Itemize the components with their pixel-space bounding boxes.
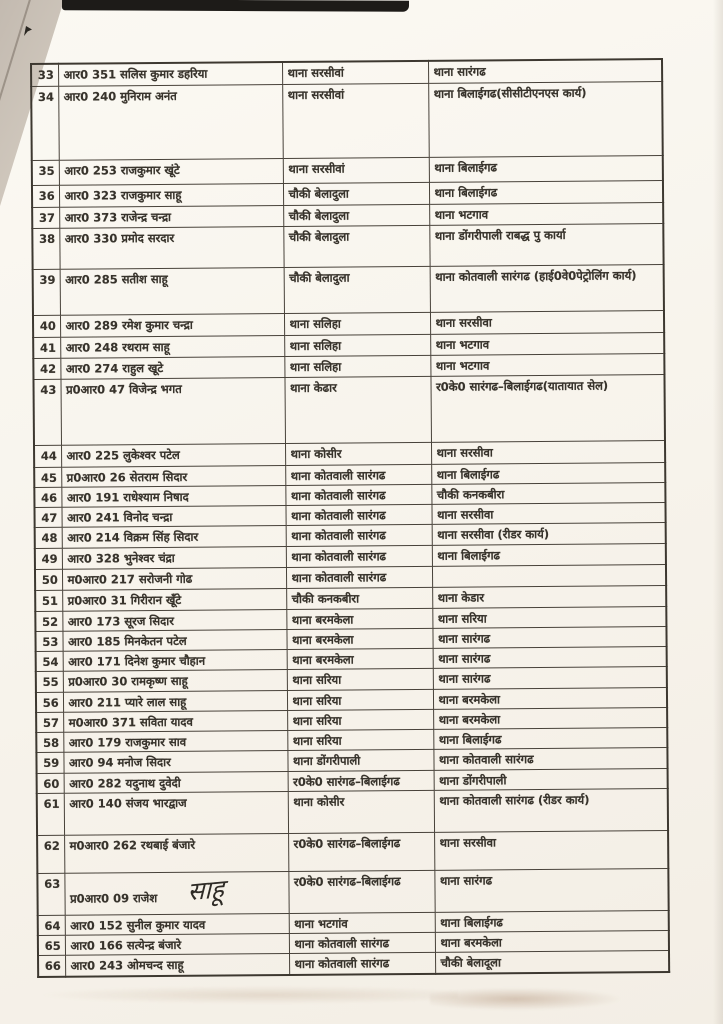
row-name: आर0 330 प्रमोद सरदार xyxy=(59,226,283,269)
row-current-posting: थाना कोसीर xyxy=(288,790,434,833)
row-name: म0आर0 262 रथबाई बंजारे xyxy=(64,833,288,873)
row-current-posting: थाना सरसीवां xyxy=(283,157,429,183)
row-new-posting: थाना बिलाईगढ xyxy=(435,910,669,932)
row-new-posting: थाना सारंगढ xyxy=(428,59,662,83)
row-current-posting: थाना कोतवाली सारंगढ xyxy=(289,953,435,975)
row-name: आर0 191 राधेश्याम निषाद xyxy=(61,485,285,507)
row-serial: 36 xyxy=(32,185,59,207)
row-new-posting: थाना भटगाव xyxy=(429,202,663,225)
row-name: प्र0आर0 47 विजेन्द्र भगत xyxy=(60,377,285,445)
table-row xyxy=(33,264,664,315)
row-name: आर0 323 राजकुमार साहू xyxy=(59,183,283,207)
row-name: आर0 240 मुनिराम अनंत xyxy=(58,84,283,160)
smudge xyxy=(430,988,620,1010)
scan-artifact-bar xyxy=(62,0,409,12)
row-name: प्र0आर0 26 सेतराम सिदार xyxy=(61,465,285,487)
row-name: प्र0आर0 31 गिरीरान खूँटे xyxy=(62,589,286,611)
row-serial: 49 xyxy=(35,549,62,570)
row-name: आर0 328 भुनेश्वर चंद्रा xyxy=(62,547,286,570)
row-name: आर0 211 प्यारे लाल साहू xyxy=(63,690,287,712)
row-current-posting: थाना सरसीवां xyxy=(282,83,429,158)
row-current-posting: थाना कोतवाली सारंगढ xyxy=(285,464,431,485)
table-row xyxy=(31,81,663,160)
row-current-posting: थाना कोतवाली सारंगढ xyxy=(286,567,432,589)
row-current-posting: र0के0 सारंगढ–बिलाईगढ xyxy=(288,770,434,791)
row-current-posting: चौकी बेलादुला xyxy=(283,204,429,226)
row-new-posting: थाना बिलाईगढ xyxy=(431,462,665,484)
row-new-posting: थाना बिलाईगढ xyxy=(429,180,663,204)
row-name: आर0 289 रमेश कुमार चन्द्रा xyxy=(60,313,284,337)
table-row xyxy=(33,374,664,445)
row-new-posting: थाना बिलाईगढ(सीसीटीएनएस कार्य) xyxy=(428,81,663,157)
row-current-posting: थाना कोसीर xyxy=(285,442,431,465)
row-new-posting: थाना सारंगढ xyxy=(433,647,667,669)
handwritten-note: साहू xyxy=(187,873,224,907)
row-serial: 54 xyxy=(36,651,63,671)
row-serial: 64 xyxy=(38,915,65,935)
row-serial: 61 xyxy=(37,793,64,835)
row-serial: 59 xyxy=(36,753,63,773)
row-new-posting: थाना बरमकेला xyxy=(433,707,667,729)
row-serial: 52 xyxy=(35,611,62,631)
row-current-posting: थाना सलिहा xyxy=(284,334,430,356)
row-current-posting: थाना सरिया xyxy=(287,669,433,690)
row-name: आर0 140 संजय भारद्वाज xyxy=(64,791,288,835)
row-new-posting: थाना कोतवाली सारंगढ (रीडर कार्य) xyxy=(434,788,668,832)
row-new-posting: थाना कोतवाली सारंगढ (हाई0वे0पेट्रोलिंग कार्य) xyxy=(430,264,664,312)
row-current-posting: थाना बरमकेला xyxy=(286,608,432,629)
row-serial: 38 xyxy=(32,228,59,269)
row-current-posting: चौकी कनकबीरा xyxy=(286,588,432,609)
row-serial: 50 xyxy=(35,570,62,591)
table-row xyxy=(32,223,663,269)
row-new-posting: थाना भटगाव xyxy=(430,353,664,376)
row-name: आर0 248 रथराम साहू xyxy=(60,335,284,358)
row-serial: 46 xyxy=(34,487,61,507)
row-name: प्र0आर0 30 रामकृष्ण साहू xyxy=(63,670,287,692)
row-name: आर0 179 राजकुमार साव xyxy=(63,731,287,753)
row-new-posting: थाना बिलाईगढ xyxy=(429,155,663,182)
table-row xyxy=(37,788,668,835)
row-current-posting: थाना सलिहा xyxy=(284,312,430,335)
row-name: आर0 171 दिनेश कुमार चौहान xyxy=(63,650,287,672)
row-serial: 60 xyxy=(37,773,64,793)
row-name: आर0 166 सत्येन्द्र बंजारे xyxy=(65,933,289,955)
row-name: म0आर0 217 सरोजनी गोढ xyxy=(62,568,286,591)
row-current-posting: र0के0 सारंगढ–बिलाईगढ xyxy=(288,832,434,871)
smudge xyxy=(38,986,458,1004)
row-serial: 58 xyxy=(36,732,63,752)
row-new-posting: थाना सरसीवा xyxy=(431,503,665,525)
row-serial: 62 xyxy=(37,835,64,873)
row-new-posting: चौकी कनकबीरा xyxy=(431,482,665,504)
row-new-posting: थाना केडार xyxy=(432,586,666,608)
row-new-posting: थाना बिलाईगढ xyxy=(432,544,666,567)
row-name: प्र0आर0 09 राजेश साहू xyxy=(64,871,288,915)
row-serial: 51 xyxy=(35,591,62,611)
row-serial: 43 xyxy=(33,379,61,445)
table-row xyxy=(38,951,669,977)
row-serial: 48 xyxy=(35,528,62,549)
row-new-posting xyxy=(432,565,666,588)
row-new-posting: थाना बिलाईगढ xyxy=(433,728,667,750)
row-new-posting: थाना बरमकेला xyxy=(433,687,667,709)
row-current-posting: थाना बरमकेला xyxy=(287,648,433,669)
row-serial: 42 xyxy=(33,358,60,379)
row-serial: 55 xyxy=(36,672,63,692)
transfer-table xyxy=(30,58,668,977)
row-serial: 35 xyxy=(32,160,59,185)
row-current-posting: चौकी बेलादुला xyxy=(283,225,429,267)
row-new-posting: थाना डोंगरीपाली xyxy=(434,768,668,790)
row-current-posting: थाना सरिया xyxy=(287,709,433,730)
row-serial: 45 xyxy=(34,467,61,487)
row-name: आर0 351 सलिस कुमार डहरिया xyxy=(58,62,282,86)
row-new-posting: थाना सरसीवा (रीडर कार्य) xyxy=(432,523,666,546)
row-serial: 40 xyxy=(33,315,60,337)
row-serial: 41 xyxy=(33,337,60,358)
row-new-posting: थाना बरमकेला xyxy=(435,931,669,953)
row-current-posting: थाना बरमकेला xyxy=(286,628,432,649)
row-current-posting: थाना सरिया xyxy=(287,729,433,750)
row-serial: 39 xyxy=(33,269,60,315)
row-serial: 65 xyxy=(38,935,65,955)
row-name: आर0 274 राहुल खूटे xyxy=(60,356,284,379)
row-serial: 63 xyxy=(37,873,64,915)
row-name: आर0 243 ओमचन्द साहू xyxy=(65,954,289,977)
row-name: आर0 173 सूरज सिदार xyxy=(62,609,286,631)
row-current-posting: थाना कोतवाली सारंगढ xyxy=(285,484,431,505)
row-current-posting: थाना सरिया xyxy=(287,689,433,710)
row-current-posting: थाना कोतवाली सारंगढ xyxy=(286,546,432,568)
row-current-posting: थाना सलिहा xyxy=(284,355,430,377)
row-current-posting: थाना भटगांव xyxy=(289,912,435,933)
row-name: आर0 241 विनोद चन्द्रा xyxy=(61,506,285,528)
row-new-posting: थाना भटगाव xyxy=(430,332,664,355)
row-new-posting: चौकी बेलादूला xyxy=(435,951,669,974)
row-name: आर0 225 लुकेश्वर पटेल xyxy=(61,443,285,467)
row-new-posting: थाना सारंगढ xyxy=(433,667,667,689)
row-current-posting: थाना कोतवाली सारंगढ xyxy=(286,525,432,547)
transfer-table-grid xyxy=(30,58,670,977)
row-current-posting: र0के0 सारंगढ–बिलाईगढ xyxy=(288,870,434,913)
row-new-posting: थाना सरसीवा xyxy=(431,440,665,464)
row-serial: 66 xyxy=(38,956,65,977)
row-new-posting: थाना सारंगढ xyxy=(432,626,666,648)
row-name: आर0 373 राजेन्द्र चन्द्रा xyxy=(59,205,283,228)
row-serial: 34 xyxy=(31,86,59,160)
row-serial: 44 xyxy=(34,445,61,467)
row-name: आर0 253 राजकुमार खूंटे xyxy=(59,158,283,185)
row-serial: 33 xyxy=(31,64,58,86)
row-current-posting: थाना कोतवाली सारंगढ xyxy=(289,932,435,953)
row-name: आर0 214 विक्रम सिंह सिदार xyxy=(62,526,286,549)
row-current-posting: चौकी बेलादुला xyxy=(284,266,430,313)
transfer-table-body xyxy=(31,59,669,976)
row-current-posting: चौकी बेलादुला xyxy=(283,182,429,205)
row-new-posting: र0के0 सारंगढ–बिलाईगढ(यातायात सेल) xyxy=(430,374,665,442)
row-new-posting: थाना डोंगरीपाली राबद्ध पु कार्या xyxy=(429,223,663,266)
row-current-posting: थाना सरसीवां xyxy=(282,61,428,84)
row-serial: 53 xyxy=(35,631,62,651)
row-name: म0आर0 371 सविता यादव xyxy=(63,710,287,732)
row-serial: 56 xyxy=(36,692,63,712)
row-new-posting: थाना सरसीवा xyxy=(434,830,668,870)
row-serial: 47 xyxy=(34,507,61,527)
row-name: आर0 152 सुनील कुमार यादव xyxy=(65,913,289,935)
row-new-posting: थाना सरिया xyxy=(432,606,666,628)
row-name: आर0 94 मनोज सिदार xyxy=(63,751,287,773)
row-new-posting: थाना सारंगढ xyxy=(434,868,668,912)
paper-edge-shadow xyxy=(713,0,723,1024)
row-serial: 57 xyxy=(36,712,63,732)
row-current-posting: थाना केढार xyxy=(284,376,431,443)
row-new-posting: थाना सरसीवा xyxy=(430,310,664,334)
row-current-posting: थाना डोंगरीपाली xyxy=(287,750,433,771)
table-row xyxy=(37,868,668,915)
row-new-posting: थाना कोतवाली सारंगढ xyxy=(433,748,667,770)
row-name: आर0 285 सतीश साहू xyxy=(60,267,284,315)
row-name: आर0 185 मिनकेतन पटेल xyxy=(62,629,286,651)
row-name: आर0 282 यदुनाथ दुवेदी xyxy=(64,771,288,793)
row-serial: 37 xyxy=(32,207,59,228)
table-row xyxy=(37,830,668,873)
row-current-posting: थाना कोतवाली सारंगढ xyxy=(285,504,431,525)
